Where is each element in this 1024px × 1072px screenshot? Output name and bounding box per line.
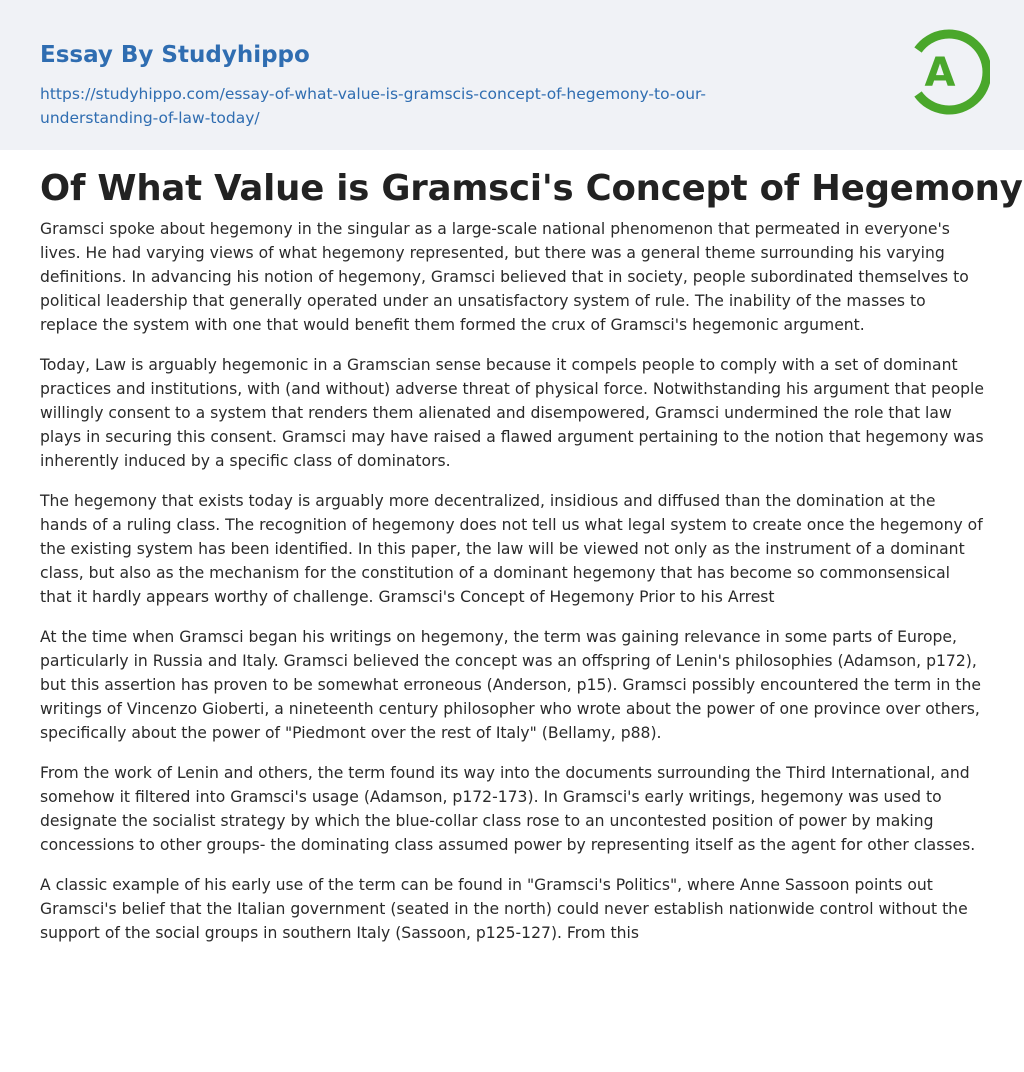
essay-paragraph: From the work of Lenin and others, the term found its way into the documents surrounding the Third International, and somehow it filtered into Gramsci's usage (Adamson, p172-173). In Gramsci's early writings, hegemony was used to designate the socialist strategy by which the blue-collar class rose to an uncontested position of power by making concessions to other groups- the dominating class assumed power by representing itself as the agent for other classes.: [40, 764, 976, 854]
essay-url-line-2: understanding-of-law-today/: [40, 109, 260, 127]
studyhippo-logo-icon[interactable]: [906, 28, 990, 116]
site-brand[interactable]: Essay By Studyhippo: [40, 42, 310, 68]
essay-title: Of What Value is Gramsci's Concept of Hegemony: [40, 168, 1023, 209]
logo-letter: A: [924, 50, 956, 96]
essay-paragraph: The hegemony that exists today is arguably more decentralized, insidious and diffused than the domination at the hands of a ruling class. The recognition of hegemony does not tell us what legal system to create once the hegemony of the existing system has been identified. In this paper, the law will be viewed not only as the instrument of a dominant class, but also as the mechanism for the constitution of a dominant hegemony that has become so commonsensical that it hardly appears worthy of challenge. Gramsci's Concept of Hegemony Prior to his Arrest: [40, 492, 983, 606]
essay-paragraph: A classic example of his early use of the term can be found in "Gramsci's Politics", where Anne Sassoon points out Gramsci's belief that the Italian government (seated in the north) could never establish nationwide control without the support of the social groups in southern Italy (Sassoon, p125-127). From this: [40, 876, 968, 942]
essay-paragraph: At the time when Gramsci began his writings on hegemony, the term was gaining relevance in some parts of Europe, particularly in Russia and Italy. Gramsci believed the concept was an offspring of Lenin's philosophies (Adamson, p172), but this assertion has proven to be somewhat erroneous (Anderson, p15). Gramsci possibly encountered the term in the writings of Vincenzo Gioberti, a nineteenth century philosopher who wrote about the power of one province over others, specifically about the power of "Piedmont over the rest of Italy" (Bellamy, p88).: [40, 628, 981, 742]
essay-paragraph: Gramsci spoke about hegemony in the singular as a large-scale national phenomenon that permeated in everyone's lives. He had varying views of what hegemony represented, but there was a general theme surrounding his varying definitions. In advancing his notion of hegemony, Gramsci believed that in society, people subordinated themselves to political leadership that generally operated under an unsatisfactory system of rule. The inability of the masses to replace the system with one that would benefit them formed the crux of Gramsci's hegemonic argument.: [40, 220, 969, 334]
essay-url-line-1: https://studyhippo.com/essay-of-what-value-is-gramscis-concept-of-hegemony-to-our-: [40, 85, 707, 103]
essay-paragraph: Today, Law is arguably hegemonic in a Gramscian sense because it compels people to comply with a set of dominant practices and institutions, with (and without) adverse threat of physical force. Notwithstanding his argument that people willingly consent to a system that renders them alienated and disempowered, Gramsci undermined the role that law plays in securing this consent. Gramsci may have raised a flawed argument pertaining to the notion that hegemony was inherently induced by a specific class of dominators.: [40, 356, 984, 470]
essay-content: [40, 165, 1023, 945]
site-header: [0, 0, 1024, 150]
logo-graphic: [906, 28, 990, 116]
essay-url-link[interactable]: [40, 82, 840, 130]
